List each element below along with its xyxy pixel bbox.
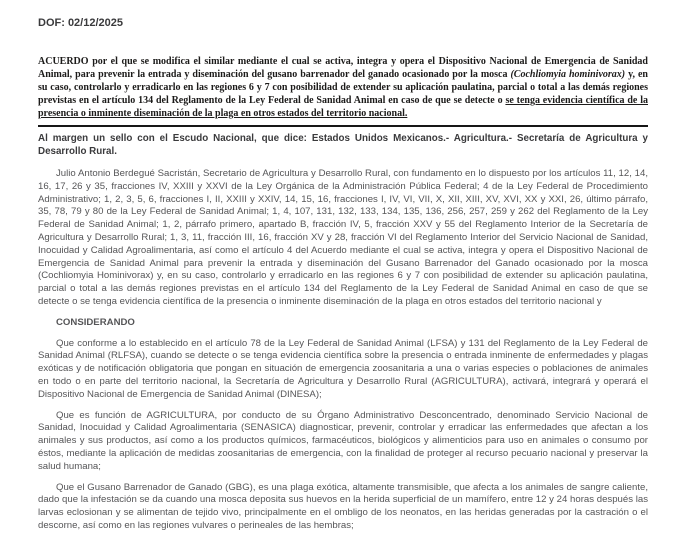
dof-date: DOF: 02/12/2025	[38, 17, 123, 29]
document-title-underlined-text: se tenga evidencia científica de la presencia o inminente diseminación de la plaga en otros estados del territorio nacional.	[38, 95, 648, 119]
recital-paragraph-1: Que conforme a lo establecido en el artículo 78 de la Ley Federal de Sanidad Animal (LFSA) y 131 del Reglamento de la Ley Federal de Sanidad Animal (RLFSA), cuando se detecte o se tenga evidencia científica sobre la presencia o entrada inminente de enfermedades y plagas exóticas y de notificación obligatoria que pongan en situación de emergencia zoosanitaria a una o varias especies o poblaciones de animales en todo o en parte del territorio nacional, la Secretaría de Agricultura y Desarrollo Rural (AGRICULTURA), activará, integrará y operará el Dispositivo Nacional de Emergencia de Sanidad Animal (DINESA);	[38, 337, 648, 400]
document-title-text: ACUERDO por el que se modifica el similar mediante el cual se activa, integra y opera el Dispositivo Nacional de Emergencia de Sanidad Animal, para prevenir la entrada y diseminación del gusano barrenador del ganado ocasionado por la mosca	[38, 56, 648, 80]
document-title	[38, 55, 648, 120]
recital-paragraph-2: Que es función de AGRICULTURA, por conducto de su Órgano Administrativo Desconcentrado, denominado Servicio Nacional de Sanidad, Inocuidad y Calidad Agroalimentaria (SENASICA) diagnosticar, prevenir, controlar y erradicar las enfermedades que afectan a los animales y sus productos, así como a los productos químicos, farmacéuticos, biológicos y alimenticios para uso en animales o consumo por éstos, mediante la aplicación de medidas zoosanitarias de emergencia, con la finalidad de proteger al recurso pecuario nacional y preservar la salud humana;	[38, 409, 648, 472]
separator-rule	[38, 125, 648, 127]
species-name-italic: (Cochliomyia hominivorax)	[510, 69, 626, 80]
legal-basis-paragraph: Julio Antonio Berdegué Sacristán, Secretario de Agricultura y Desarrollo Rural, con fundamento en lo dispuesto por los artículos 11, 12, 14, 16, 17, 26 y 35, fracciones IV, XXIII y XXVI de la Ley Orgánica de la Administración Pública Federal; 4 de la Ley Federal de Procedimiento Administrativo; 1, 2, 3, 5, 6, fracciones I, II, XXIII y XXIV, 14, 15, 16, fracciones I, IV, VI, VII, X, XII, XIII, XV, XVI, XX y XXI, 26, último párrafo, 35, 78, 79 y 80 de la Ley Federal de Sanidad Animal; 1, 4, 107, 131, 132, 133, 134, 135, 136, 256, 257, 259 y 262 del Reglamento de la Ley Federal de Sanidad Animal; 1, 2, párrafo primero, apartado B, fracción IV, 5, fracción XXV y 55 del Reglamento Interior de la Secretaría de Agricultura y Desarrollo Rural; 1, 3, 11, fracción III, 16, fracción XV y 28, fracción VI del Reglamento Interior del Servicio Nacional de Sanidad, Inocuidad y Calidad Agroalimentaria, así como el artículo 4 del Acuerdo mediante el cual se activa, integra y opera el Dispositivo Nacional de Emergencia de Sanidad Animal para prevenir la entrada y diseminación del Gusano Barrenador del Ganado ocasionado por la mosca (Cochliomyia Hominivorax) y, en su caso, controlarlo y erradicarlo en las regiones 6 y 7 con posibilidad de extender su aplicación paulatina, parcial o total a las demás regiones previstas en el artículo 134 del Reglamento de la Ley Federal de Sanidad Animal en caso de que se detecte o se tenga evidencia científica de la presencia o inminente diseminación de la plaga en otros estados del territorio nacional y	[38, 168, 648, 307]
considerando-heading: CONSIDERANDO	[56, 316, 135, 328]
recital-paragraph-3: Que el Gusano Barrenador de Ganado (GBG), es una plaga exótica, altamente transmisible, que afecta a los animales de sangre caliente, dado que la infestación se da cuando una mosca deposita sus huevos en la herida superficial de un mamífero, entre 12 y 24 horas después las larvas eclosionan y se alimentan de tejido vivo, principalmente en el ombligo de los neonatos, en las heridas generadas por la castración o el descorne, así como en las regiones vulvares o perineales de las hembras;	[38, 481, 648, 531]
margin-seal-note: Al margen un sello con el Escudo Nacional, que dice: Estados Unidos Mexicanos.- Agricultura.- Secretaría de Agricultura y Desarrollo Rural.	[38, 133, 648, 157]
document-title-text-continued: y, en su caso, controlarlo y erradicarlo en las regiones 6 y 7 con posibilidad de extender su aplicación paulatina, parcial o total a las demás regiones previstas en el artículo 134 del Reglamento de la Ley Federal de Sanidad Animal en caso de que se detecte o	[38, 69, 648, 106]
